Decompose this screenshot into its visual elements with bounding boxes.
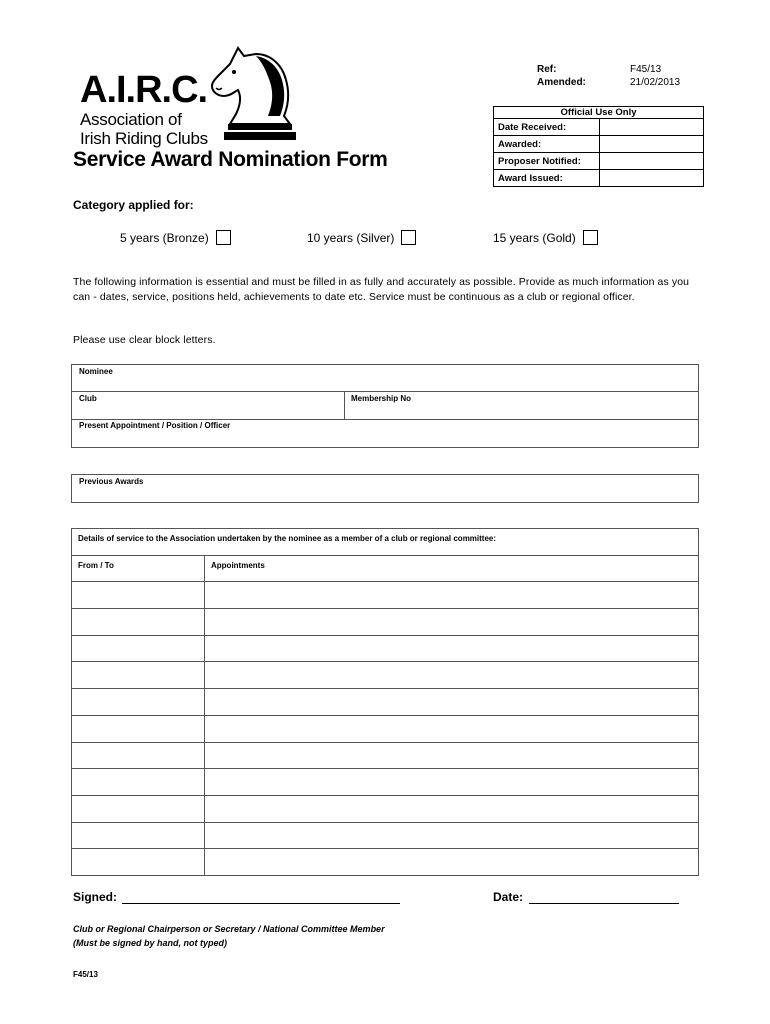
table-row — [72, 582, 699, 609]
from-to-cell[interactable] — [72, 769, 205, 796]
amended-label: Amended: — [537, 77, 586, 88]
previous-awards-label: Previous Awards — [79, 477, 144, 486]
proposer-notified-label: Proposer Notified: — [494, 153, 600, 170]
footer-ref: F45/13 — [73, 970, 98, 979]
present-appointment-label: Present Appointment / Position / Officer — [79, 421, 231, 430]
category-gold[interactable] — [493, 230, 598, 245]
amended-value: 21/02/2013 — [630, 77, 681, 88]
col-appointments: Appointments — [205, 555, 699, 582]
divider — [71, 419, 699, 420]
service-details-heading: Details of service to the Association undertaken by the nominee as a member of a club or regional committee: — [72, 529, 699, 556]
date-line[interactable] — [529, 902, 679, 904]
table-row — [72, 635, 699, 662]
appointment-cell[interactable] — [205, 795, 699, 822]
signature-note-line-2: (Must be signed by hand, not typed) — [73, 938, 227, 948]
membership-no-label: Membership No — [351, 394, 412, 403]
present-appointment-field[interactable] — [260, 421, 695, 443]
from-to-cell[interactable] — [72, 795, 205, 822]
awarded-label: Awarded: — [494, 136, 600, 153]
table-row — [72, 689, 699, 716]
signature-note-line-1: Club or Regional Chairperson or Secretary / National Committee Member — [73, 924, 385, 934]
table-row — [72, 662, 699, 689]
divider — [344, 391, 345, 419]
nominee-field[interactable] — [130, 366, 695, 388]
service-table — [71, 528, 699, 876]
appointment-cell[interactable] — [205, 715, 699, 742]
silver-checkbox[interactable] — [401, 230, 416, 245]
award-issued-label: Award Issued: — [494, 170, 600, 187]
from-to-cell[interactable] — [72, 662, 205, 689]
logo-text — [80, 70, 208, 148]
appointment-cell[interactable] — [205, 609, 699, 636]
airc-logo — [80, 44, 316, 148]
proposer-notified-cell[interactable] — [600, 153, 704, 170]
from-to-cell[interactable] — [72, 609, 205, 636]
category-gold-label: 15 years (Gold) — [493, 230, 576, 245]
form-title: Service Award Nomination Form — [73, 148, 388, 171]
logo-line-1: Association of — [80, 110, 182, 129]
from-to-cell[interactable] — [72, 715, 205, 742]
table-row — [72, 769, 699, 796]
gold-checkbox[interactable] — [583, 230, 598, 245]
category-bronze-label: 5 years (Bronze) — [120, 230, 209, 245]
ref-value: F45/13 — [630, 64, 662, 75]
category-bronze[interactable] — [120, 230, 231, 245]
from-to-cell[interactable] — [72, 822, 205, 849]
ref-label: Ref: — [537, 64, 557, 75]
from-to-cell[interactable] — [72, 689, 205, 716]
block-letters-note: Please use clear block letters. — [73, 334, 216, 346]
appointment-cell[interactable] — [205, 769, 699, 796]
horse-head-icon — [204, 44, 312, 144]
from-to-cell[interactable] — [72, 635, 205, 662]
col-from-to: From / To — [72, 555, 205, 582]
table-row — [72, 715, 699, 742]
intro-paragraph: The following information is essential and must be filled in as fully and accurately as possible. Provide as much information as you can - dates, service, positions held, achievements to date etc. Service must be continuous as a club or regional officer. — [73, 276, 690, 303]
signed-label: Signed: — [73, 890, 117, 904]
from-to-cell[interactable] — [72, 582, 205, 609]
from-to-cell[interactable] — [72, 742, 205, 769]
table-row — [72, 849, 699, 876]
logo-line-2: Irish Riding Clubs — [80, 129, 208, 148]
category-label: Category applied for: — [73, 198, 194, 212]
official-use-table — [493, 106, 704, 187]
membership-no-field[interactable] — [430, 393, 695, 415]
signature-line[interactable] — [122, 902, 400, 904]
divider — [71, 391, 699, 392]
category-silver[interactable] — [307, 230, 416, 245]
table-row — [72, 742, 699, 769]
date-received-label: Date Received: — [494, 119, 600, 136]
date-label: Date: — [493, 890, 524, 904]
official-use-heading: Official Use Only — [494, 107, 704, 119]
previous-awards-field[interactable] — [160, 476, 695, 500]
appointment-cell[interactable] — [205, 635, 699, 662]
appointment-cell[interactable] — [205, 849, 699, 876]
awarded-cell[interactable] — [600, 136, 704, 153]
from-to-cell[interactable] — [72, 849, 205, 876]
award-issued-cell[interactable] — [600, 170, 704, 187]
category-silver-label: 10 years (Silver) — [307, 230, 395, 245]
appointment-cell[interactable] — [205, 689, 699, 716]
club-label: Club — [79, 394, 97, 403]
appointment-cell[interactable] — [205, 822, 699, 849]
logo-acronym: A.I.R.C. — [80, 69, 208, 111]
table-row — [72, 609, 699, 636]
signature-note — [73, 922, 385, 950]
appointment-cell[interactable] — [205, 742, 699, 769]
bronze-checkbox[interactable] — [216, 230, 231, 245]
date-received-cell[interactable] — [600, 119, 704, 136]
nominee-label: Nominee — [79, 367, 113, 376]
table-row — [72, 822, 699, 849]
club-field[interactable] — [110, 393, 340, 415]
appointment-cell[interactable] — [205, 582, 699, 609]
table-row — [72, 795, 699, 822]
appointment-cell[interactable] — [205, 662, 699, 689]
